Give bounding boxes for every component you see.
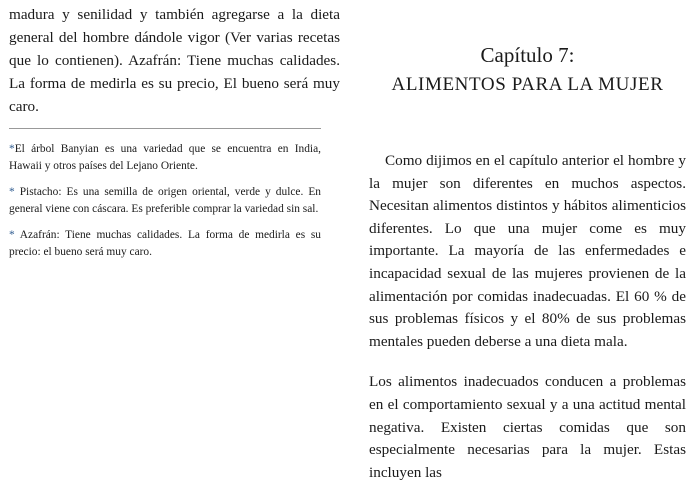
right-page <box>362 0 700 481</box>
body-paragraph-1: Como dijimos en el capítulo anterior el hombre y la mujer son diferentes en muchos aspectos. Necesitan alimentos distintos y hábitos alimenticios diferentes. Lo que una mujer come es muy importante. La mayoría de las enfermedades e incapacidad sexual de las mujeres provienen de la alimentación por comidas inadecuadas. El 60 % de sus problemas físicos y el 80% de sus problemas mentales pueden deberse a una dieta mala. <box>369 152 686 350</box>
footnote-text: El árbol Banyian es una variedad que se encuentra en India, Hawaii y otros países del Lejano Oriente. <box>9 143 321 173</box>
footnote-text: Azafrán: Tiene muchas calidades. La forma de medirla es su precio: el bueno será muy caro. <box>9 228 321 259</box>
footnote-azafran <box>9 227 321 262</box>
footnote-text: Pistacho: Es una semilla de origen oriental, verde y dulce. En general viene con cáscara. Es preferible comprar la variedad sin sal. <box>9 185 321 216</box>
footnote-marker: * <box>9 228 15 241</box>
footnote-divider <box>9 128 321 129</box>
footnotes <box>9 141 340 261</box>
footnote-marker: * <box>9 143 15 155</box>
continuation-paragraph: madura y senilidad y también agregarse a la dieta general del hombre dándole vigor (Ver varias recetas que lo contienen). Azafrán: Tiene muchas calidades. La forma de medirla es su precio, El bueno será muy caro. <box>9 6 340 115</box>
chapter-number: Capítulo 7: <box>480 43 575 67</box>
chapter-heading <box>369 40 686 100</box>
footnote-pistacho <box>9 184 321 219</box>
footnote-marker: * <box>9 185 15 198</box>
left-page <box>0 0 340 432</box>
footnote-banyan <box>9 141 321 176</box>
chapter-title: ALIMENTOS PARA LA MUJER <box>391 74 664 95</box>
body-paragraph-2: Los alimentos inadecuados conducen a problemas en el comportamiento sexual y a una actitud mental negativa. Existen ciertas comidas que son especialmente necesarias para la mujer. Estas incluyen las <box>369 373 686 481</box>
